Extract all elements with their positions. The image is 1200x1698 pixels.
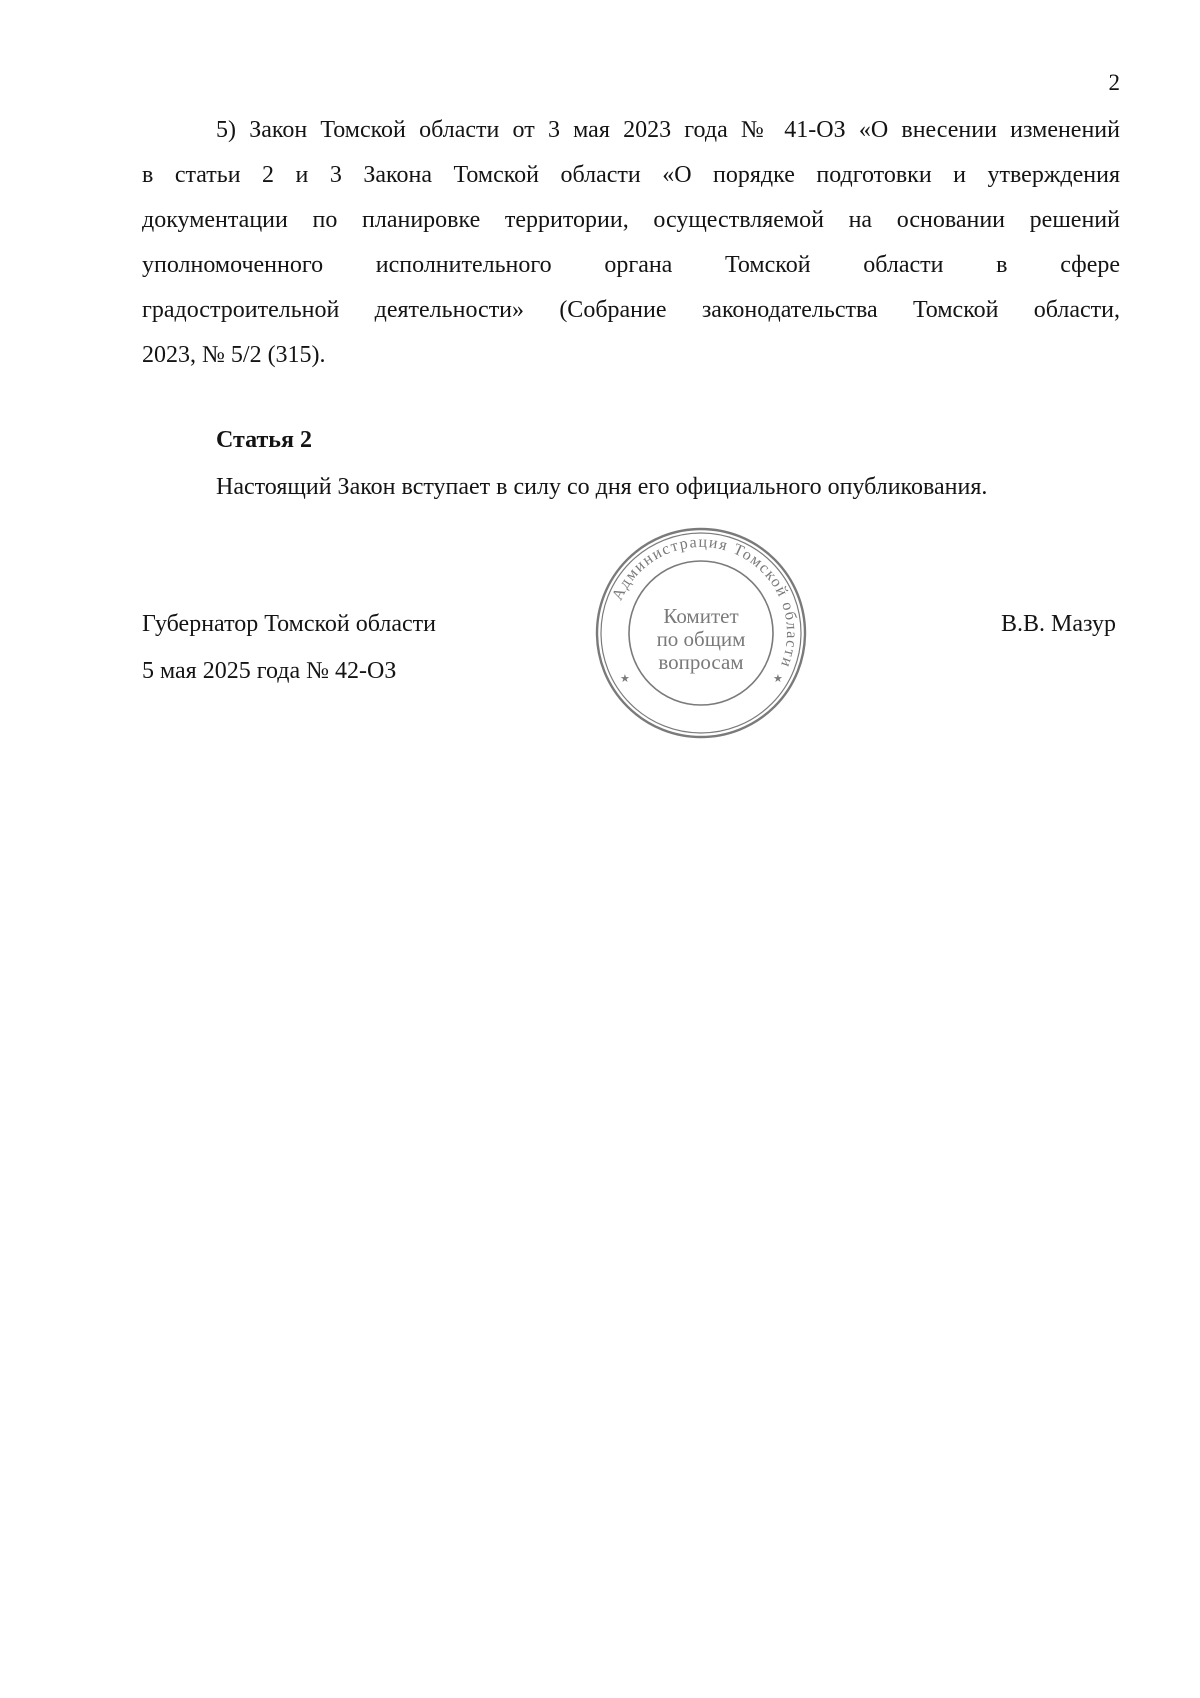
law-item-5 [142,108,1120,378]
law-item-5-line: уполномоченного исполнительного органа Томской области в сфере [142,252,1120,278]
law-item-5-line: 5) Закон Томской области от 3 мая 2023 года № 41-ОЗ «О внесении изменений [216,117,1120,143]
stamp-ring-text: Администрация Томской области [609,533,801,671]
law-date-number: 5 мая 2025 года № 42-ОЗ [142,658,397,684]
stamp-star-icon: ★ [773,672,783,685]
law-item-5-line: документации по планировке территории, осуществляемой на основании решений [142,207,1120,233]
article-2-text: Настоящий Закон вступает в силу со дня его официального опубликования. [216,474,988,500]
stamp-center-line: Комитет [663,604,739,628]
article-2-heading: Статья 2 [216,427,312,453]
law-item-5-line: в статьи 2 и 3 Закона Томской области «О порядке подготовки и утверждения [142,162,1120,188]
official-stamp [590,522,812,744]
stamp-center-line: вопросам [658,650,744,674]
law-item-5-line: градостроительной деятельности» (Собрание законодательства Томской области, [142,297,1120,323]
stamp-center-line: по общим [656,627,746,651]
law-item-5-line: 2023, № 5/2 (315). [142,342,326,368]
stamp-star-icon: ★ [620,672,630,685]
governor-title: Губернатор Томской области [142,611,436,637]
page-number: 2 [1108,70,1120,95]
governor-name: В.В. Мазур [1001,611,1116,637]
stamp-seal [590,522,812,744]
